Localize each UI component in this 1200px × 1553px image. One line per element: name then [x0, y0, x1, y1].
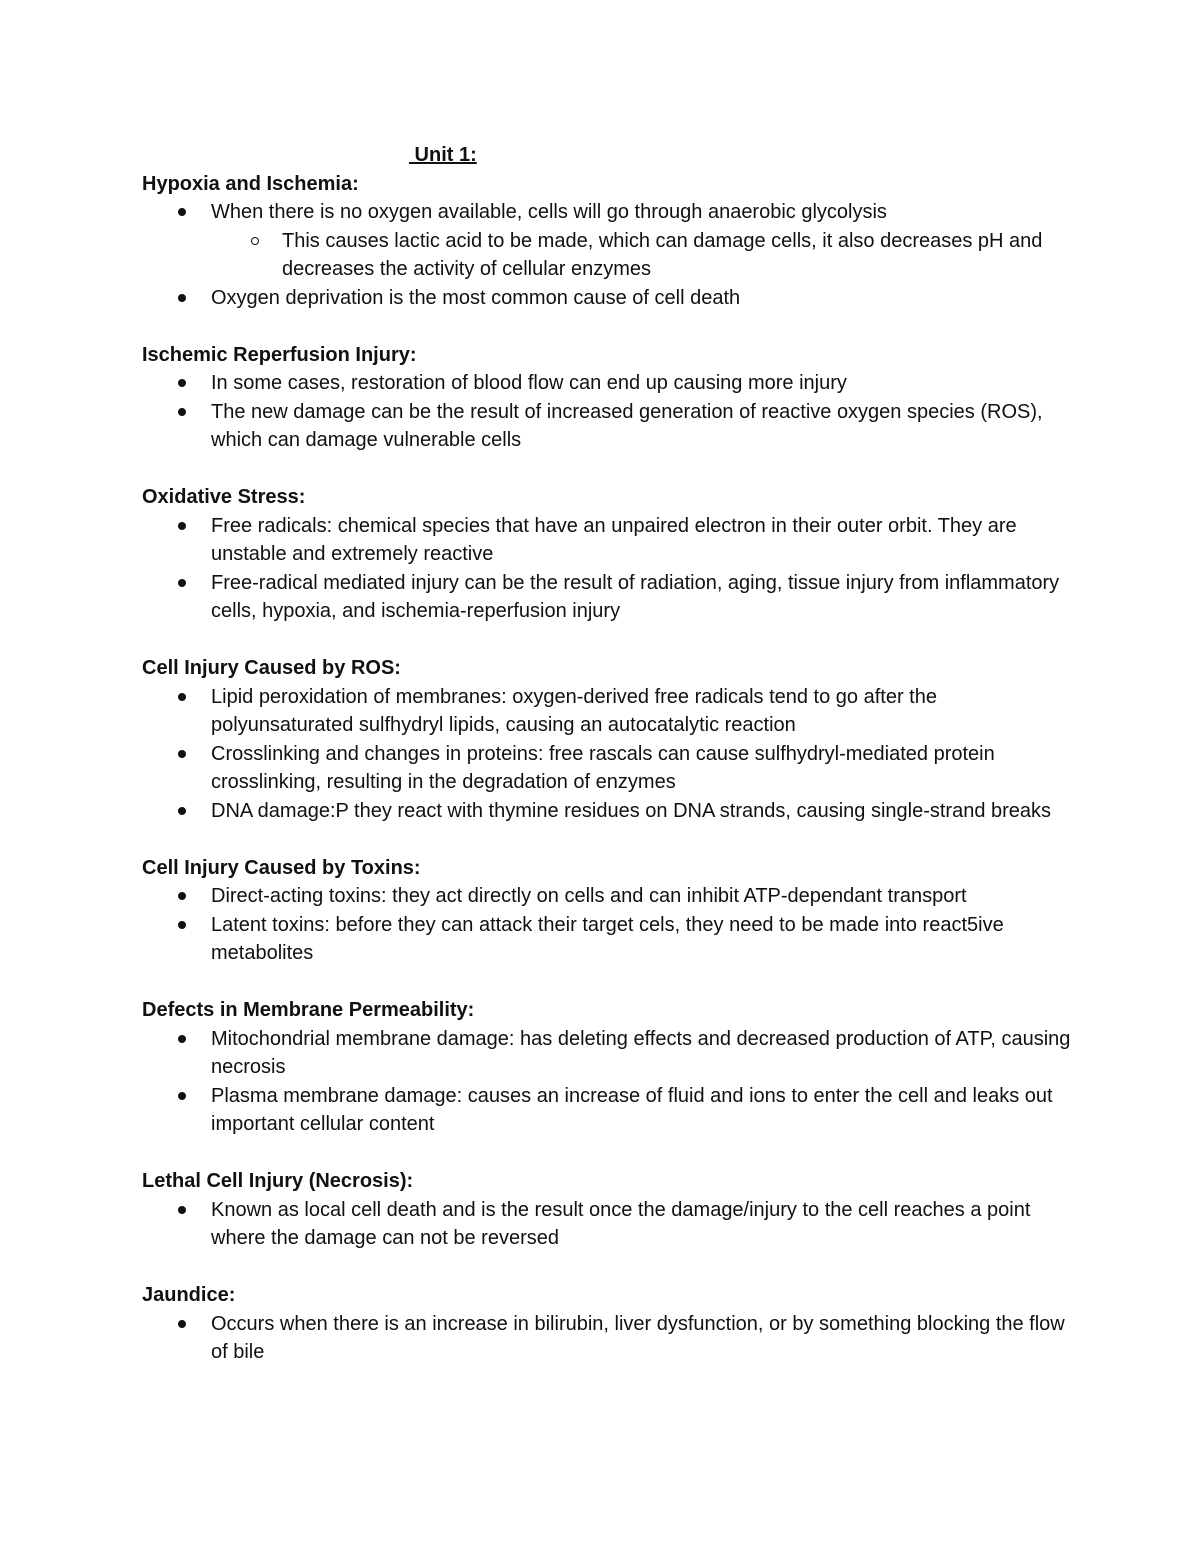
sub-bullet-text: This causes lactic acid to be made, which can damage cells, it also decreases pH and decreases the activity of cellular enzymes — [282, 229, 1043, 280]
bullet-list — [142, 198, 1072, 312]
bullet-item — [142, 398, 1072, 455]
bullet-dot-icon — [178, 1320, 186, 1328]
bullet-item — [142, 1196, 1072, 1253]
section-heading: Cell Injury Caused by Toxins: — [142, 856, 421, 879]
bullet-dot-icon — [178, 408, 186, 416]
section-heading: Ischemic Reperfusion Injury: — [142, 343, 417, 366]
section — [142, 854, 1072, 968]
bullet-item — [142, 369, 1072, 398]
bullet-dot-icon — [178, 892, 186, 900]
bullet-dot-icon — [178, 379, 186, 387]
bullet-item — [142, 284, 1072, 313]
hollow-bullet-icon — [251, 237, 259, 245]
bullet-item — [142, 512, 1072, 569]
bullet-text: Known as local cell death and is the result once the damage/injury to the cell reaches a point where the damage can not be reversed — [211, 1198, 1031, 1249]
bullet-list — [142, 1025, 1072, 1139]
bullet-item — [142, 1082, 1072, 1139]
section — [142, 341, 1072, 455]
document-body — [142, 141, 1072, 1395]
bullet-text: Occurs when there is an increase in bilirubin, liver dysfunction, or by something blocking the flow of bile — [211, 1312, 1065, 1363]
section-heading: Cell Injury Caused by ROS: — [142, 657, 401, 679]
section-heading: Oxidative Stress: — [142, 486, 306, 508]
bullet-text: When there is no oxygen available, cells will go through anaerobic glycolysis — [211, 201, 887, 223]
bullet-item — [142, 683, 1072, 740]
bullet-text: The new damage can be the result of increased generation of reactive oxygen species (ROS), which can damage vulnerable cells — [211, 400, 1043, 451]
bullet-dot-icon — [178, 1035, 186, 1043]
bullet-item — [142, 198, 1072, 284]
bullet-item — [142, 569, 1072, 626]
bullet-dot-icon — [178, 294, 186, 302]
bullet-item — [142, 740, 1072, 797]
bullet-text: Plasma membrane damage: causes an increase of fluid and ions to enter the cell and leaks out important cellular content — [211, 1084, 1053, 1135]
bullet-list — [142, 369, 1072, 455]
bullet-list — [142, 512, 1072, 626]
document-title: Unit 1: — [409, 144, 477, 166]
bullet-text: Direct-acting toxins: they act directly on cells and can inhibit ATP-dependant transport — [211, 885, 967, 907]
bullet-list — [142, 1310, 1072, 1367]
bullet-text: Mitochondrial membrane damage: has deleting effects and decreased production of ATP, causing necrosis — [211, 1027, 1071, 1078]
bullet-text: Crosslinking and changes in proteins: free rascals can cause sulfhydryl-mediated protein crosslinking, resulting in the degradation of enzymes — [211, 742, 995, 793]
bullet-dot-icon — [178, 1092, 186, 1100]
section-heading: Hypoxia and Ischemia: — [142, 172, 359, 195]
section — [142, 654, 1072, 825]
section — [142, 996, 1072, 1139]
bullet-dot-icon — [178, 208, 186, 216]
section — [142, 1281, 1072, 1367]
bullet-item — [142, 1310, 1072, 1367]
section-heading: Defects in Membrane Permeability: — [142, 999, 475, 1021]
bullet-dot-icon — [178, 693, 186, 701]
bullet-text: Lipid peroxidation of membranes: oxygen-derived free radicals tend to go after the polyunsaturated sulfhydryl lipids, causing an autocatalytic reaction — [211, 685, 937, 736]
section-heading: Jaundice: — [142, 1284, 236, 1306]
sub-bullet-list — [211, 227, 1072, 284]
bullet-dot-icon — [178, 921, 186, 929]
bullet-dot-icon — [178, 750, 186, 758]
bullet-text: Free radicals: chemical species that have an unpaired electron in their outer orbit. They are unstable and extremely reactive — [211, 514, 1017, 565]
bullet-dot-icon — [178, 807, 186, 815]
bullet-dot-icon — [178, 579, 186, 587]
bullet-item — [142, 797, 1072, 826]
section-heading: Lethal Cell Injury (Necrosis): — [142, 1170, 414, 1192]
sections-container — [142, 170, 1072, 1367]
sub-bullet-item — [211, 227, 1072, 284]
bullet-item — [142, 1025, 1072, 1082]
bullet-item — [142, 882, 1072, 911]
bullet-text: Free-radical mediated injury can be the result of radiation, aging, tissue injury from inflammatory cells, hypoxia, and ischemia-reperfusion injury — [211, 571, 1060, 622]
bullet-dot-icon — [178, 522, 186, 530]
bullet-text: Oxygen deprivation is the most common cause of cell death — [211, 286, 741, 309]
bullet-text: DNA damage:P they react with thymine residues on DNA strands, causing single-strand breaks — [211, 799, 1052, 822]
bullet-item — [142, 911, 1072, 968]
bullet-text: Latent toxins: before they can attack their target cels, they need to be made into react5ive metabolites — [211, 913, 1004, 964]
section — [142, 483, 1072, 626]
bullet-text: In some cases, restoration of blood flow can end up causing more injury — [211, 372, 847, 394]
section — [142, 1167, 1072, 1253]
bullet-list — [142, 1196, 1072, 1253]
bullet-dot-icon — [178, 1206, 186, 1214]
bullet-list — [142, 683, 1072, 826]
bullet-list — [142, 882, 1072, 968]
section — [142, 170, 1072, 313]
